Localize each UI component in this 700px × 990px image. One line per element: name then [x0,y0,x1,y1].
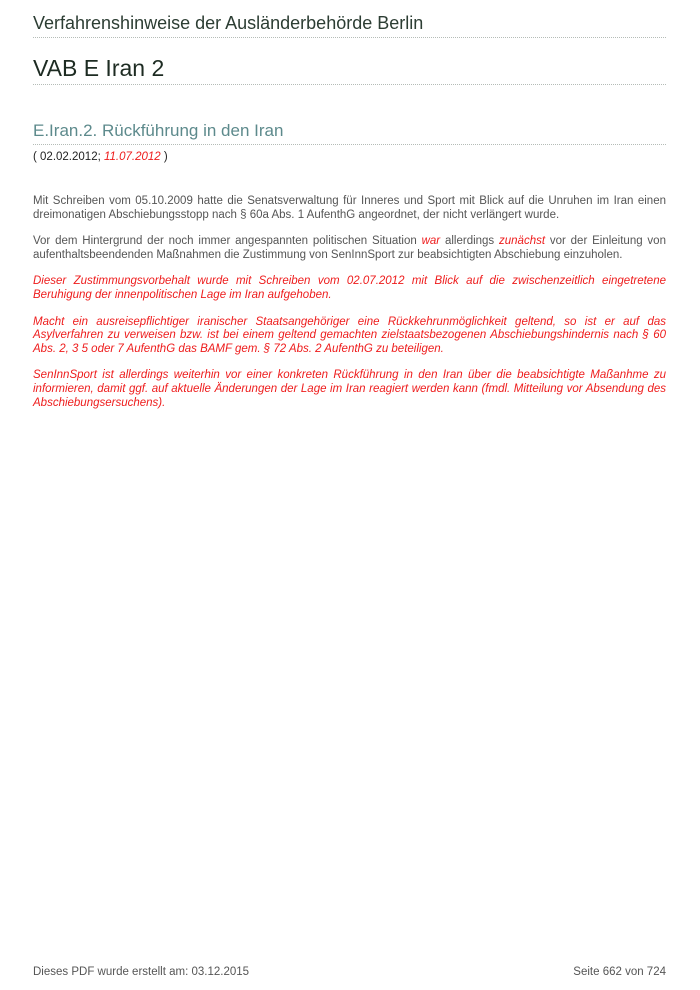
paragraph-2-amended-zunaechst: zunächst [499,235,546,248]
date-original: 02.02.2012 [40,151,98,163]
paragraph-3: Dieser Zustimmungsvorbehalt wurde mit Schreiben vom 02.07.2012 mit Blick auf die zwischenzeitlich eingetretene Beruhigung der innenpolitischen Lage im Iran aufgehoben. [33,275,666,301]
section-dates: ( 02.02.2012; 11.07.2012 ) [33,151,168,163]
paragraph-2-amended-war: war [421,235,441,248]
section-body [33,195,666,423]
section-title: E.Iran.2. Rückführung in den Iran [33,121,284,140]
paragraph-4: Macht ein ausreisepflichtiger iranischer Staatsangehöriger eine Rückkehrunmöglichkeit geltend, so ist er auf das Asylverfahren zu verweisen bzw. ist bei einem geltend gemachten zielstaatsbezogenen Abschiebungshindernis nach § 60 Abs. 2, 3 5 oder 7 AufenthG das BAMF gem. § 72 Abs. 2 AufenthG zu beteiligen. [33,315,666,355]
title-divider [33,84,666,85]
header-title: Verfahrenshinweise der Ausländerbehörde Berlin [33,13,424,33]
header-divider [33,37,666,38]
paragraph-1: Mit Schreiben vom 05.10.2009 hatte die Senatsverwaltung für Inneres und Sport mit Blick auf die Unruhen im Iran einen dreimonatigen Abschiebungsstopp nach § 60a Abs. 1 AufenthG angeordnet, der nicht verlängert wurde. [33,195,666,221]
footer-page-number: Seite 662 von 724 [573,966,666,978]
paragraph-2 [33,235,666,262]
document-page [33,0,666,990]
date-amended: 11.07.2012 [103,151,161,163]
paragraph-2-text-b: allerdings [440,235,500,248]
footer-created-date: Dieses PDF wurde erstellt am: 03.12.2015 [33,966,250,978]
document-title: VAB E Iran 2 [33,55,165,81]
paragraph-2-text-c: vor der Einleitung von aufenthaltsbeendenden Maßnahmen die Zustimmung von SenInnSport zur beabsichtigten Abschiebung einzuholen. [33,235,666,261]
section-divider [33,144,666,145]
paragraph-2-text-a: Vor dem Hintergrund der noch immer angespannten politischen Situation [33,235,422,248]
paragraph-5: SenInnSport ist allerdings weiterhin vor einer konkreten Rückführung in den Iran über die beabsichtigte Maßanhme zu informieren, damit ggf. auf aktuelle Änderungen der Lage im Iran reagiert werden kann (fmdl. Mitteilung vor Absendung des Abschiebungsersuchens). [33,369,666,409]
